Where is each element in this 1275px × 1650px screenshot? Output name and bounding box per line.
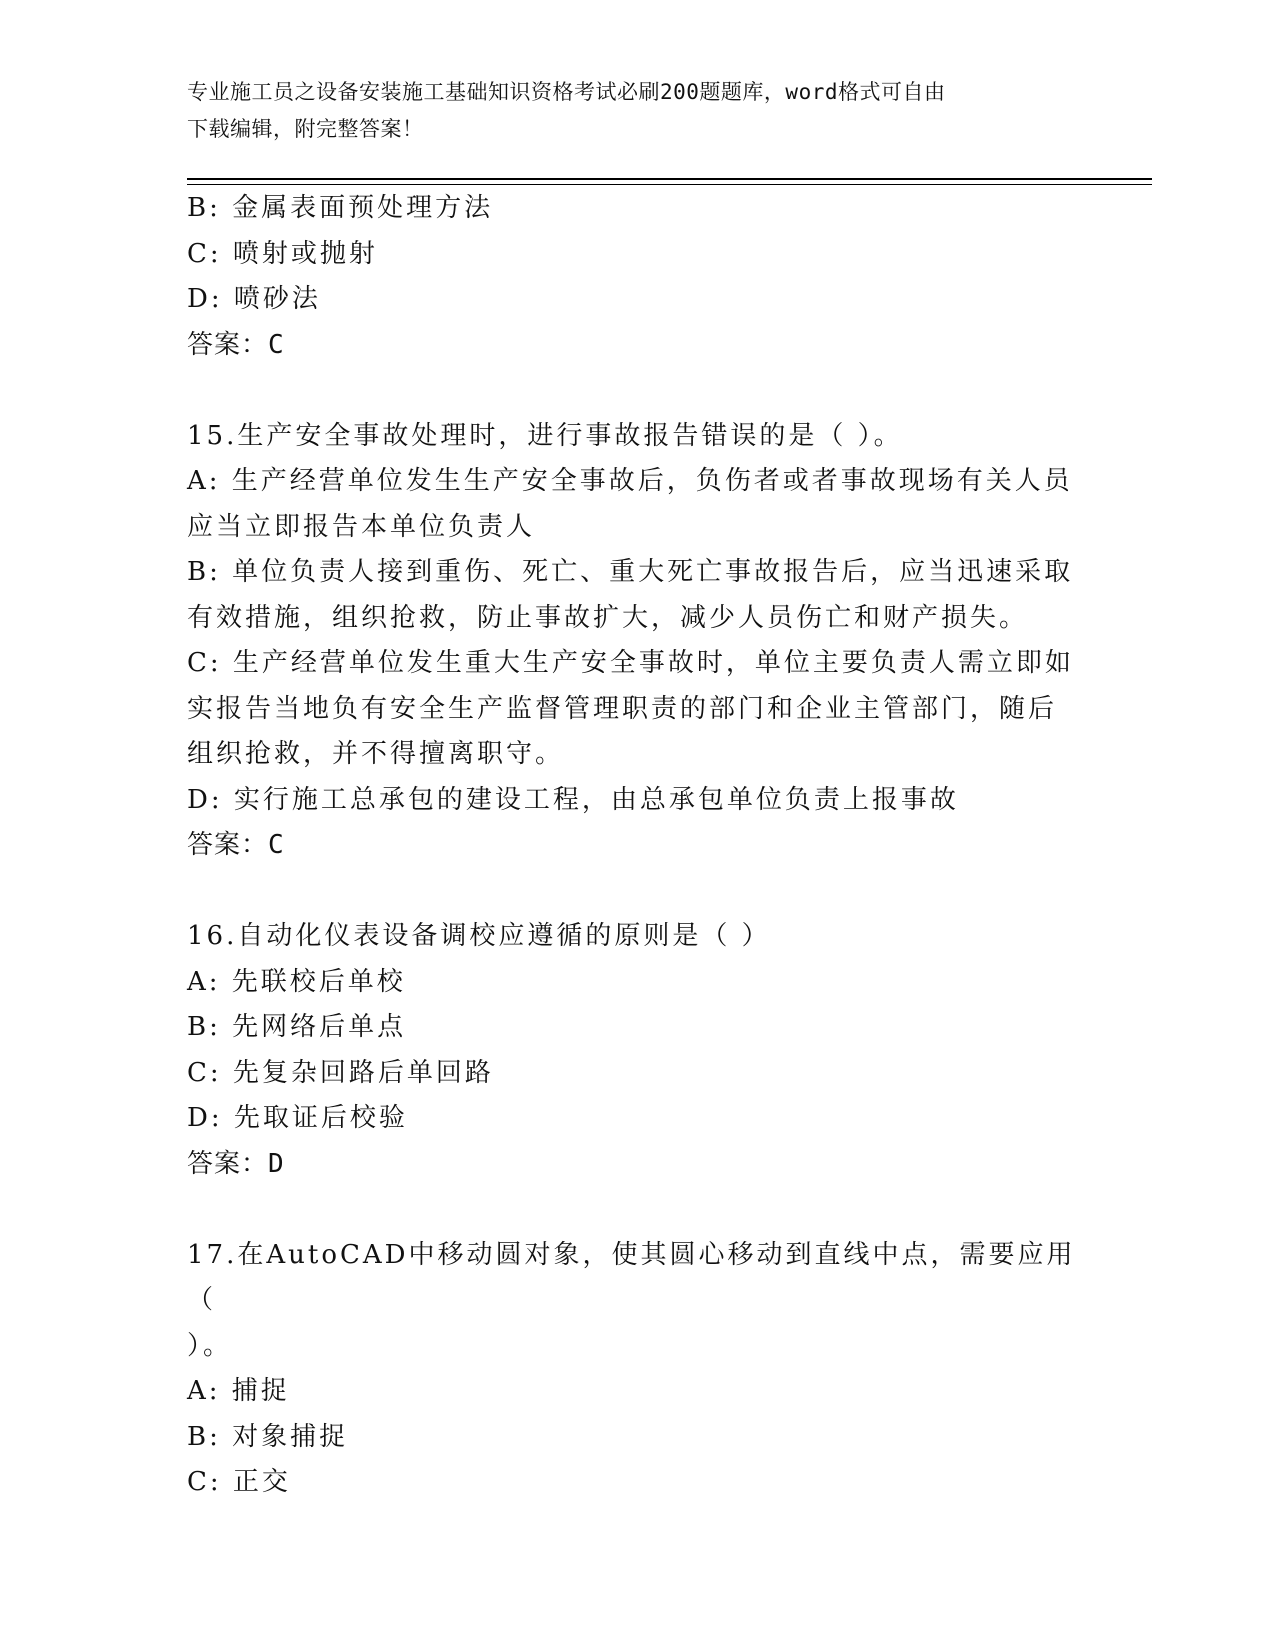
question-stem: 17.在AutoCAD中移动圆对象，使其圆心移动到直线中点，需要应用（: [187, 1239, 1076, 1315]
option-d: D: 实行施工总承包的建设工程，由总承包单位负责上报事故: [187, 784, 959, 815]
answer-line: 答案：C: [187, 830, 285, 860]
question-stem-continued: ）。: [187, 1330, 233, 1361]
question-15: [187, 414, 1087, 869]
option-c: C: 正交: [187, 1467, 291, 1497]
option-a-continued: 应当立即报告本单位负责人: [187, 511, 536, 542]
spacer: [187, 1187, 1087, 1233]
option-b: B: 金属表面预处理方法: [187, 193, 494, 223]
question-content: [187, 186, 1087, 1506]
header-divider-thin: [187, 184, 1152, 185]
option-b-continued: 有效措施，组织抢救，防止事故扩大，减少人员伤亡和财产损失。: [187, 602, 1029, 633]
option-a: A: 捕捉: [187, 1376, 290, 1406]
option-c: C: 生产经营单位发生重大生产安全事故时，单位主要负责人需立即如: [187, 648, 1074, 678]
answer-line: 答案：C: [187, 329, 285, 360]
option-c: C: 先复杂回路后单回路: [187, 1057, 494, 1088]
header-line-2: 下载编辑，附完整答案！: [187, 117, 424, 141]
option-b: B: 先网络后单点: [187, 1012, 407, 1042]
question-16: [187, 914, 1087, 1187]
option-c-continued: 实报告当地负有安全生产监督管理职责的部门和企业主管部门，随后: [187, 693, 1058, 724]
spacer: [187, 368, 1087, 414]
option-c: C: 喷射或抛射: [187, 238, 378, 269]
previous-question-block: [187, 186, 1087, 368]
spacer: [187, 869, 1087, 915]
header-line-1: 专业施工员之设备安装施工基础知识资格考试必刷200题题库，word格式可自由: [187, 80, 946, 104]
option-d: D: 喷砂法: [187, 284, 321, 314]
option-a: A: 生产经营单位发生生产安全事故后，负伤者或者事故现场有关人员: [187, 466, 1073, 496]
question-stem: 16.自动化仪表设备调校应遵循的原则是（ ）: [187, 921, 771, 951]
option-b: B: 对象捕捉: [187, 1421, 349, 1452]
question-stem: 15.生产安全事故处理时，进行事故报告错误的是（ ）。: [187, 420, 903, 451]
option-d: D: 先取证后校验: [187, 1103, 408, 1133]
question-17: [187, 1233, 1087, 1506]
option-c-continued: 组织抢救，并不得擅离职守。: [187, 739, 565, 769]
option-b: B: 单位负责人接到重伤、死亡、重大死亡事故报告后，应当迅速采取: [187, 557, 1074, 587]
document-header: [187, 74, 1087, 148]
header-divider-thick: [187, 178, 1152, 180]
answer-line: 答案：D: [187, 1148, 285, 1179]
option-a: A: 先联校后单校: [187, 966, 406, 997]
